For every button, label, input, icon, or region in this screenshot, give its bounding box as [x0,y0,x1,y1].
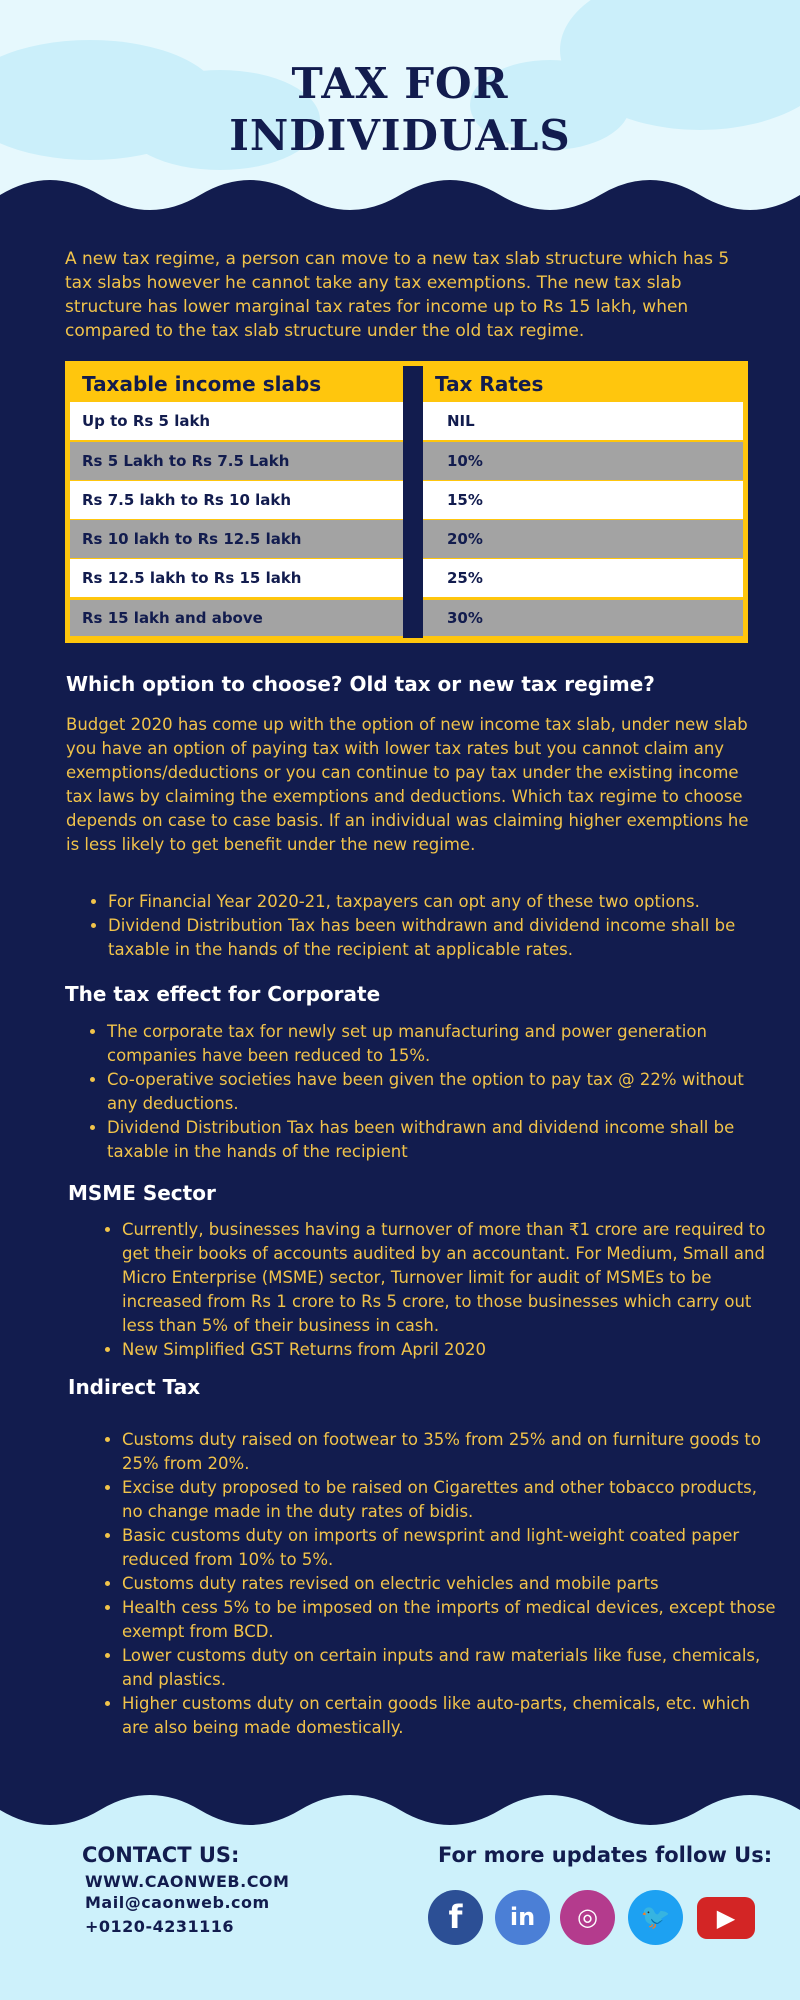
table-cell-rate: 30% [423,600,743,636]
msme-heading: MSME Sector [68,1181,216,1205]
option-heading: Which option to choose? Old tax or new tax regime? [66,672,655,696]
follow-heading: For more updates follow Us: [438,1843,773,1867]
table-cell-slab: Rs 5 Lakh to Rs 7.5 Lakh [70,442,403,480]
table-cell-rate: NIL [423,402,743,440]
title-line-2: INDIVIDUALS [229,111,571,160]
list-item: • Health cess 5% to be imposed on the imports of medical devices, except those exempt from BCD. [122,1596,780,1644]
option-bullets [66,890,766,962]
table-cell-slab: Rs 10 lakh to Rs 12.5 lakh [70,520,403,558]
msme-bullets [80,1218,770,1362]
top-wave [0,170,800,220]
facebook-icon[interactable]: f [428,1890,483,1945]
list-item: • Dividend Distribution Tax has been withdrawn and dividend income shall be taxable in the hands of the recipient [107,1116,770,1164]
contact-heading: CONTACT US: [82,1843,240,1867]
table-cell-rate: 10% [423,442,743,480]
list-item: • New Simplified GST Returns from April 2020 [122,1338,770,1362]
corporate-heading: The tax effect for Corporate [65,982,381,1006]
corporate-bullets [65,1020,770,1164]
header-tax-rates: Tax Rates [435,372,544,396]
list-item: • Basic customs duty on imports of newsprint and light-weight coated paper reduced from 10% to 5%. [122,1524,780,1572]
twitter-icon[interactable]: 🐦 [628,1890,683,1945]
table-cell-slab: Rs 12.5 lakh to Rs 15 lakh [70,559,403,597]
list-item: • Excise duty proposed to be raised on Cigarettes and other tobacco products, no change made in the duty rates of bidis. [122,1476,780,1524]
title-line-1: TAX FOR [291,59,509,108]
list-item: • Dividend Distribution Tax has been withdrawn and dividend income shall be taxable in the hands of the recipient at applicable rates. [108,914,766,962]
list-item: • The corporate tax for newly set up manufacturing and power generation companies have been reduced to 15%. [107,1020,770,1068]
linkedin-icon[interactable]: in [495,1890,550,1945]
list-item: • Customs duty raised on footwear to 35% from 25% and on furniture goods to 25% from 20%. [122,1428,780,1476]
intro-paragraph: A new tax regime, a person can move to a new tax slab structure which has 5 tax slabs however he cannot take any tax exemptions. The new tax slab structure has lower marginal tax rates for income up to Rs 15 lakh, when compared to the tax slab structure under the old tax regime. [65,249,730,341]
table-cell-slab: Rs 7.5 lakh to Rs 10 lakh [70,481,403,519]
table-cell-rate: 20% [423,520,743,558]
indirect-heading: Indirect Tax [68,1375,201,1399]
indirect-bullets [80,1428,780,1740]
header-income-slabs: Taxable income slabs [82,372,322,396]
table-cell-rate: 15% [423,481,743,519]
instagram-icon[interactable]: ◎ [560,1890,615,1945]
table-cell-rate: 25% [423,559,743,597]
tax-rates-table [65,361,748,643]
list-item: • For Financial Year 2020-21, taxpayers can opt any of these two options. [108,890,766,914]
option-paragraph: Budget 2020 has come up with the option of new income tax slab, under new slab you have an option of paying tax with lower tax rates but you cannot claim any exemptions/deductions or you can continue to pay tax under the existing income tax laws by claiming the exemptions and deductions. Which tax regime to choose depends on case to case basis. If an individual was claiming higher exemptions he is less likely to get benefit under the new regime. [66,715,749,854]
list-item: • Co-operative societies have been given the option to pay tax @ 22% without any deductions. [107,1068,770,1116]
list-item: • Higher customs duty on certain goods like auto-parts, chemicals, etc. which are also being made domestically. [122,1692,780,1740]
youtube-icon[interactable]: ▶ [697,1897,755,1939]
list-item: • Currently, businesses having a turnover of more than ₹1 crore are required to get their books of accounts audited by an accountant. For Medium, Small and Micro Enterprise (MSME) sector, Turnover limit for audit of MSMEs to be increased from Rs 1 crore to Rs 5 crore, to those businesses which carry out less than 5% of their business in cash. [122,1218,770,1338]
column-divider [403,366,423,638]
table-cell-slab: Rs 15 lakh and above [70,600,403,636]
contact-phone: +0120-4231116 [85,1917,235,1936]
table-cell-slab: Up to Rs 5 lakh [70,402,403,440]
page-title [0,58,800,162]
contact-email[interactable]: Mail@caonweb.com [85,1893,270,1912]
list-item: • Lower customs duty on certain inputs and raw materials like fuse, chemicals, and plastics. [122,1644,780,1692]
contact-website[interactable]: WWW.CAONWEB.COM [85,1872,290,1891]
list-item: • Customs duty rates revised on electric vehicles and mobile parts [122,1572,780,1596]
bottom-wave [0,1785,800,1835]
